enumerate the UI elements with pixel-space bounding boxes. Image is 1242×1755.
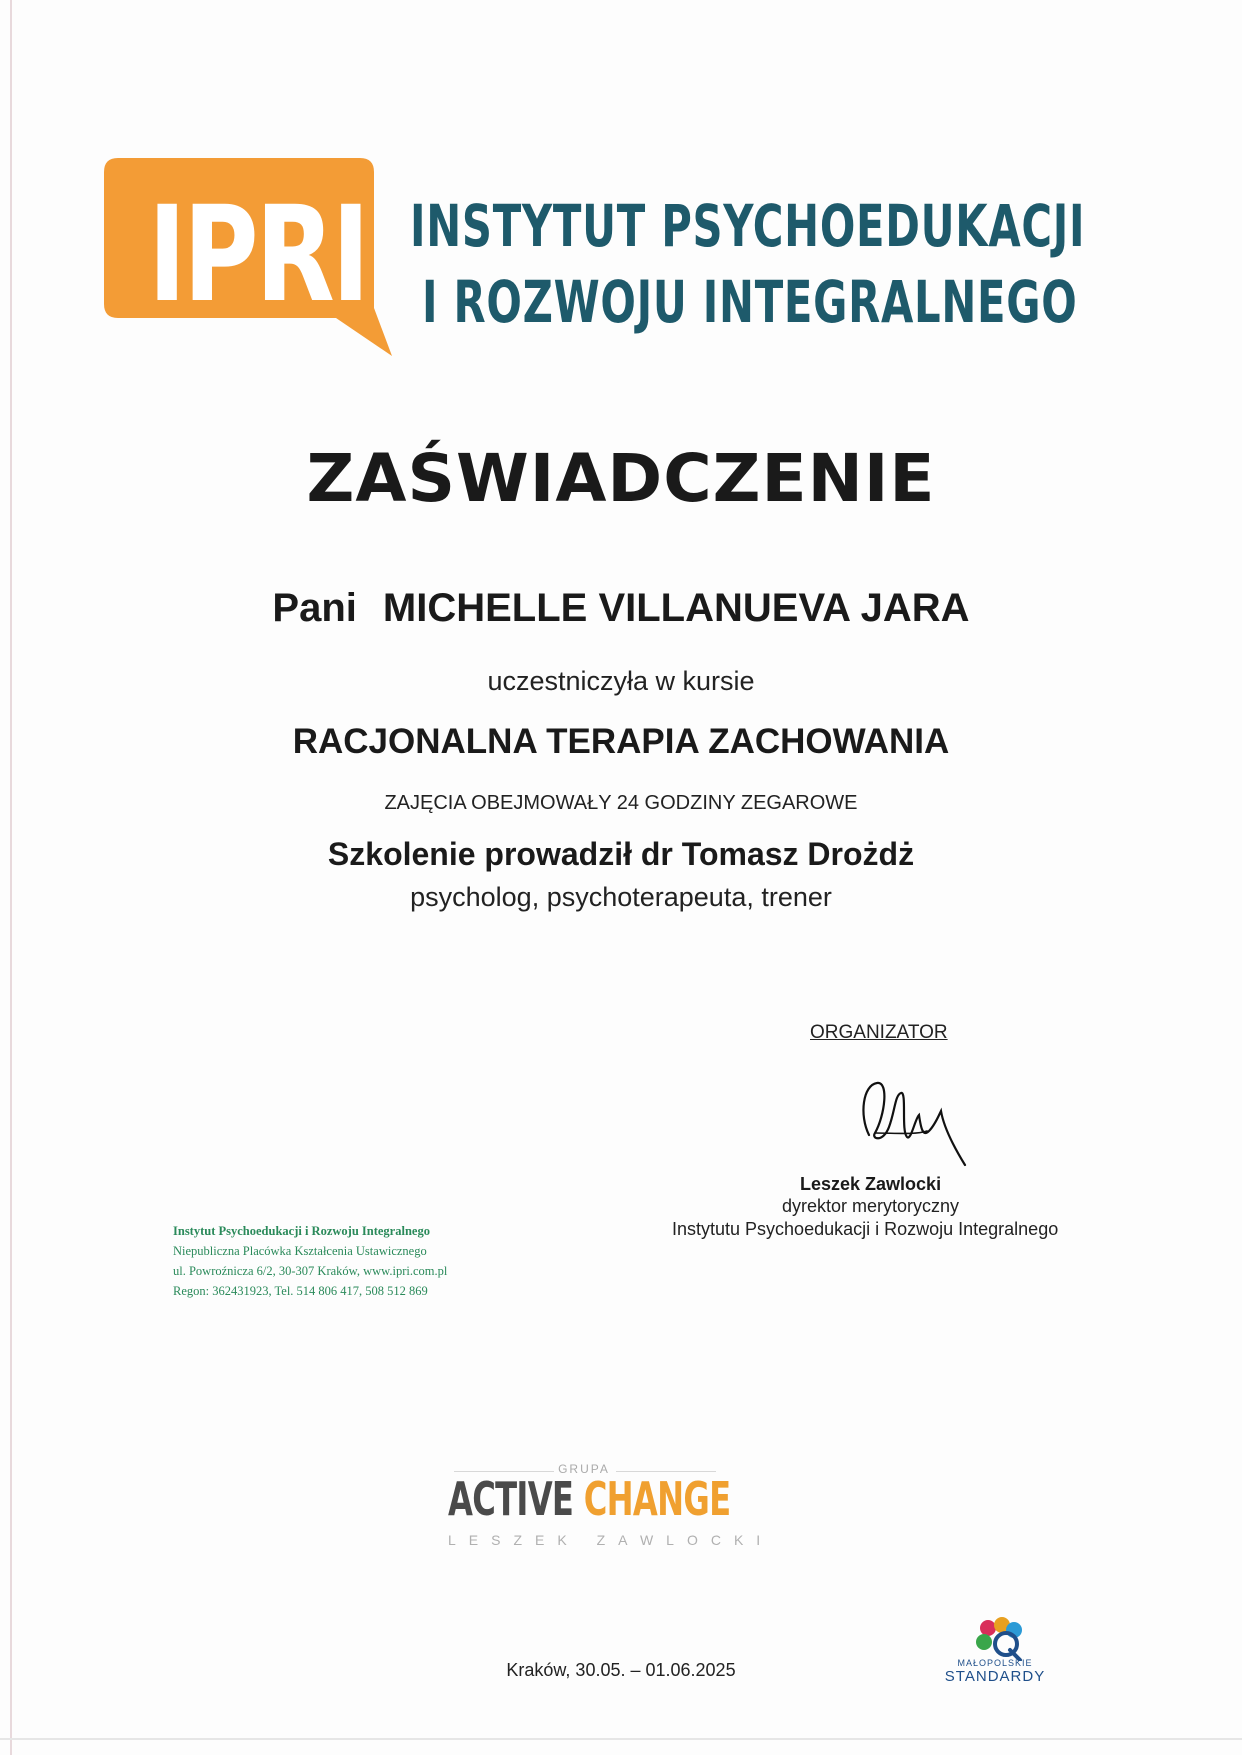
malopolskie-standardy-logo <box>940 1616 1060 1696</box>
standards-line-1: MAŁOPOLSKIE <box>957 1658 1033 1668</box>
logo-letters: IPRI <box>148 178 367 332</box>
logo-wordmark <box>448 1472 731 1526</box>
scan-bottom-edge <box>0 1738 1242 1740</box>
signer-title: dyrektor merytoryczny <box>782 1196 960 1216</box>
logo-subtitle: LESZEK ZAWLOCKI <box>448 1532 774 1548</box>
institute-name-line-1: INSTYTUT PSYCHOEDUKACJI <box>410 192 1086 260</box>
ipri-logo <box>104 158 1086 358</box>
signer-institution: Instytutu Psychoedukacji i Rozwoju Integralnego <box>672 1219 1059 1239</box>
stamp-line-2: Niepubliczna Placówka Kształcenia Ustawicznego <box>173 1244 427 1258</box>
standards-line-2: STANDARDY <box>944 1668 1046 1685</box>
institute-name-line-2: I ROZWOJU INTEGRALNEGO <box>422 268 1078 336</box>
recipient-name: MICHELLE VILLANUEVA JARA <box>382 586 970 630</box>
organizer-label: ORGANIZATOR <box>810 1022 948 1043</box>
signer-name: Leszek Zawlocki <box>800 1174 942 1194</box>
logo-word-active: ACTIVE <box>448 1472 574 1526</box>
stamp-line-1: Instytut Psychoedukacji i Rozwoju Integralnego <box>173 1224 430 1238</box>
institution-stamp <box>173 1221 473 1301</box>
salutation: Pani <box>272 586 357 630</box>
trainer-roles: psycholog, psychoterapeuta, trener <box>410 882 832 912</box>
scan-edge-line <box>10 0 12 1755</box>
stamp-line-3: ul. Powroźnicza 6/2, 30-307 Kraków, www.ipri.com.pl <box>173 1264 448 1278</box>
course-name: RACJONALNA TERAPIA ZACHOWANIA <box>292 722 950 761</box>
active-change-logo <box>448 1462 774 1558</box>
place-and-date: Kraków, 30.05. – 01.06.2025 <box>506 1660 736 1680</box>
logo-word-change: CHANGE <box>583 1472 731 1526</box>
participation-text: uczestniczyła w kursie <box>487 666 755 696</box>
recipient-line <box>0 586 1242 631</box>
stamp-line-4: Regon: 362431923, Tel. 514 806 417, 508 512 869 <box>173 1284 428 1298</box>
signature <box>855 1075 975 1170</box>
certificate-title: ZAŚWIADCZENIE <box>306 440 936 517</box>
trainer-line: Szkolenie prowadził dr Tomasz Drożdż <box>327 836 915 872</box>
logo-group-label: GRUPA <box>558 1462 610 1476</box>
course-hours: ZAJĘCIA OBEJMOWAŁY 24 GODZINY ZEGAROWE <box>384 792 858 814</box>
standards-emblem-icon <box>940 1616 1050 1661</box>
